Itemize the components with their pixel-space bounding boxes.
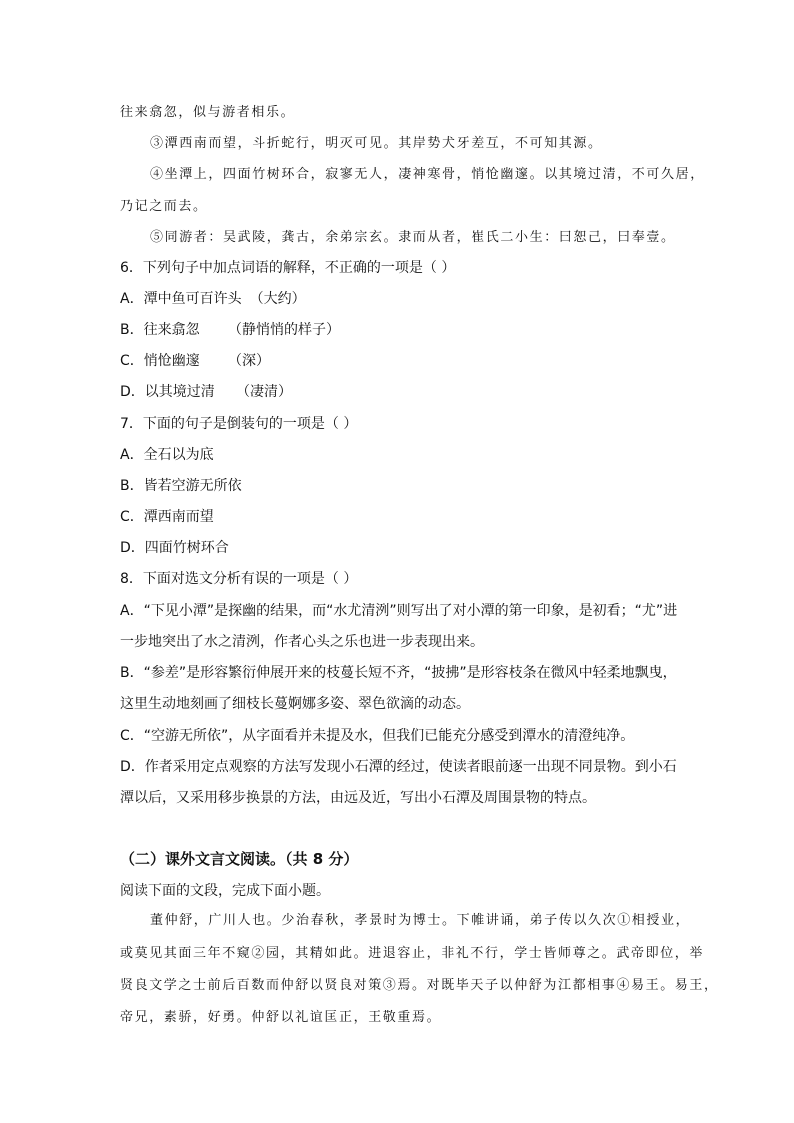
classical-passage-line: 董仲舒，广川人也。少治春秋，孝景时为博士。下帷讲诵，弟子传以久次①相授业，: [150, 913, 691, 928]
section-instruction: 阅读下面的文段，完成下面小题。: [120, 883, 330, 899]
classical-passage-line: 贤良文学之士前后百数而仲舒以贤良对策③焉。对既毕天子以仲舒为江都相事④易王。易王，: [120, 978, 719, 993]
passage-line: 乃记之而去。: [120, 199, 208, 214]
classical-passage-line: 帝兄，素骄，好勇。仲舒以礼谊匡正，王敬重焉。: [120, 1010, 442, 1025]
passage-line: ④坐潭上，四面竹树环合，寂寥无人，凄神寒骨，悄怆幽邃。以其境过清，不可久居，: [150, 167, 705, 182]
q8-line: C．“空游无所依”，从字面看并未提及水，但我们已能充分感受到潭水的清澄纯净。: [120, 728, 635, 744]
q6-option-a: [120, 289, 306, 309]
q6-option-c: [120, 351, 270, 371]
section-heading: （二）课外文言文阅读。（共 8 分）: [120, 850, 359, 868]
q6-option-c-note: （深）: [228, 353, 270, 369]
q8-line: 这里生动地刻画了细枝长蔓婀娜多姿、翠色欲滴的动态。: [120, 696, 470, 712]
q8-line: A．“下见小潭”是探幽的结果，而“水尤清洌”则写出了对小潭的第一印象，是初看；“尤”进: [120, 603, 678, 619]
q7-option-d: D．四面竹树环合: [120, 540, 229, 556]
question-8-stem: 8．下面对选文分析有误的一项是（ ）: [120, 571, 358, 587]
classical-passage-line: 或莫见其面三年不窥②园，其精如此。进退容止，非礼不行，学士皆师尊之。武帝即位，举: [120, 946, 705, 961]
q6-option-d-text: D．以其境过清: [120, 384, 215, 400]
q6-option-d: [120, 382, 292, 402]
q6-option-d-note: （凄清）: [236, 384, 292, 400]
q7-option-c: C．潭西南而望: [120, 509, 214, 525]
q8-line: 潭以后，又采用移步换景的方法，由远及近，写出小石潭及周围景物的特点。: [120, 790, 596, 806]
q6-option-b-note: （静悄悄的样子）: [228, 322, 340, 338]
q7-option-b: B．皆若空游无所依: [120, 478, 242, 494]
passage-line: ③潭西南而望，斗折蛇行，明灭可见。其岸势犬牙差互，不可知其源。: [150, 136, 603, 151]
q8-line: D．作者采用定点观察的方法写发现小石潭的经过，使读者眼前逐一出现不同景物。到小石: [120, 759, 677, 775]
q6-option-b: [120, 320, 340, 340]
q8-line: 一步地突出了水之清洌，作者心头之乐也进一步表现出来。: [120, 634, 484, 650]
q6-option-c-text: C．悄怆幽邃: [120, 353, 200, 369]
question-6-stem: 6．下列句子中加点词语的解释，不正确的一项是（ ）: [120, 260, 456, 276]
passage-line: ⑤同游者：吴武陵，龚古，余弟宗玄。隶而从者，崔氏二小生：曰恕己，曰奉壹。: [150, 230, 676, 245]
passage-line: 往来翕忽，似与游者相乐。: [120, 105, 296, 120]
q7-option-a: A．全石以为底: [120, 447, 214, 463]
q8-line: B．“参差”是形容繁衍伸展开来的枝蔓长短不齐，“披拂”是形容枝条在微风中轻柔地飘曳，: [120, 665, 677, 681]
question-7-stem: 7．下面的句子是倒装句的一项是（ ）: [120, 416, 358, 432]
q6-option-a-text: A．潭中鱼可百许头: [120, 291, 242, 307]
q6-option-b-text: B．往来翕忽: [120, 322, 200, 338]
q6-option-a-note: （大约）: [249, 291, 306, 307]
